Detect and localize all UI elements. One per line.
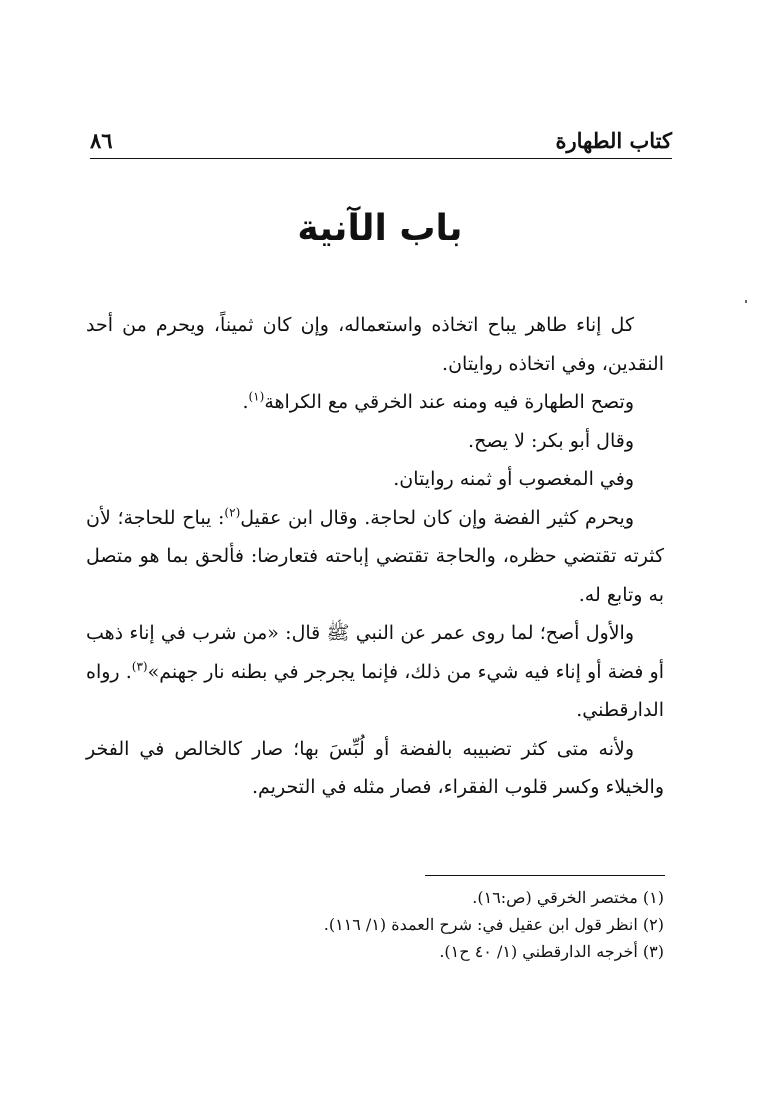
paragraph: وتصح الطهارة فيه ومنه عند الخرقي مع الكراهة$^{(١)}$. xyxy=(242,389,634,413)
footnote-item: (٣) أخرجه الدارقطني (١/ ٤٠ ح١). xyxy=(439,942,664,961)
footnote-divider xyxy=(425,875,665,876)
footnote-item: (٢) انظر قول ابن عقيل في: شرح العمدة (١/ ١١٦). xyxy=(323,915,664,934)
chapter-title: باب الآنية xyxy=(297,208,463,249)
paragraph: ويحرم كثير الفضة وإن كان لحاجة. وقال ابن عقيل$^{(٢)}$: يباح للحاجة؛ لأن كثرته تقتضي حظره، والحاجة تقتضي إباحته فتعارضا: فألحق بما هو متصل به وتابع له. xyxy=(86,505,664,606)
footnotes xyxy=(86,884,664,965)
footnote-mark[interactable]: (٣) xyxy=(131,659,148,674)
paragraph: وقال أبو بكر: لا يصح. xyxy=(468,429,634,452)
page-header xyxy=(90,128,672,159)
footnote-mark[interactable]: (٢) xyxy=(224,505,241,520)
paragraph: وفي المغصوب أو ثمنه روايتان. xyxy=(393,468,634,490)
paragraph: كل إناء طاهر يباح اتخاذه واستعماله، وإن كان ثميناً، ويحرم من أحد النقدين، وفي اتخاذه روايتان. xyxy=(86,314,664,375)
paragraph: والأول أصح؛ لما روى عمر عن النبي ﷺ قال: «من شرب في إناء ذهب أو فضة أو إناء فيه شيء من ذلك، فإنما يجرجر في بطنه نار جهنم»$^{(٣)}$. رواه الدارقطني. xyxy=(86,622,664,721)
page-number: ٨٦ xyxy=(90,128,113,153)
paragraph: ولأنه متى كثر تضبيبه بالفضة أو لُبِّسَ بها؛ صار كالخالص في الفخر والخيلاء وكسر قلوب الفقراء، فصار مثله في التحريم. xyxy=(86,737,664,798)
body-text xyxy=(86,306,664,807)
footnote-mark[interactable]: (١) xyxy=(248,389,265,404)
scan-speck xyxy=(745,300,747,303)
running-title: كتاب الطهارة xyxy=(555,128,672,153)
footnote-item: (١) مختصر الخرقي (ص:١٦). xyxy=(472,888,664,907)
